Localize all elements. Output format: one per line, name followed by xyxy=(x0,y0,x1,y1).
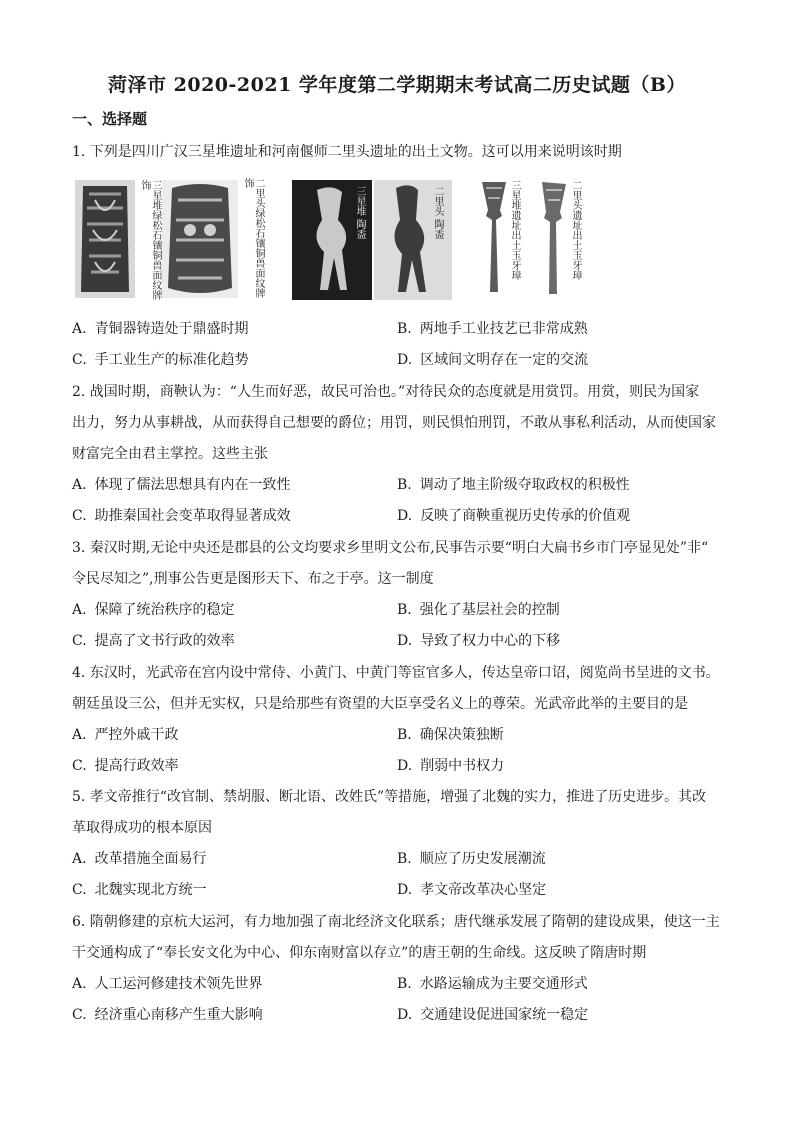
q2-option-b[interactable]: B. 调动了地主阶级夺取政权的积极性 xyxy=(397,477,630,493)
q6-stem-line: 干交通构成了“奉长安文化为中心、仰东南财富以存立”的唐王朝的生命线。这反映了隋唐时期 xyxy=(72,945,647,961)
q5-option-d[interactable]: D. 孝文帝改革决心坚定 xyxy=(397,882,547,898)
caption-5: 三星堆遗址出土玉牙璋 xyxy=(509,180,520,280)
caption-6: 二里头遗址出土玉牙璋 xyxy=(570,180,581,280)
q4-option-b[interactable]: B. 确保决策独断 xyxy=(397,727,504,743)
pottery-image xyxy=(292,180,372,300)
artifact-plaque-image xyxy=(75,180,135,298)
q6-option-c[interactable]: C. 经济重心南移产生重大影响 xyxy=(72,1007,263,1023)
q2-stem-line: 财富完全由君主掌控。这些主张 xyxy=(72,446,268,462)
q2-option-a[interactable]: A. 体现了儒法思想具有内在一致性 xyxy=(72,477,291,493)
q5-option-b[interactable]: B. 顺应了历史发展潮流 xyxy=(397,851,546,867)
q3-stem-line: 令民尽知之”,刑事公告更是图形天下、布之于亭。这一制度 xyxy=(72,571,434,587)
q5-option-a[interactable]: A. 改革措施全面易行 xyxy=(72,851,207,867)
q1-option-b[interactable]: B. 两地手工业技艺已非常成熟 xyxy=(397,321,588,337)
q3-option-c[interactable]: C. 提高了文书行政的效率 xyxy=(72,633,235,649)
q6-stem-line: 6. 隋朝修建的京杭大运河，有力地加强了南北经济文化联系；唐代继承发展了隋朝的建设成果，使这一主 xyxy=(72,914,720,930)
q5-stem-line: 5. 孝文帝推行“改官制、禁胡服、断北语、改姓氏”等措施，增强了北魏的实力，推进了历史进步。其改 xyxy=(72,789,707,805)
q2-option-d[interactable]: D. 反映了商鞅重视历史传承的价值观 xyxy=(397,508,631,524)
q4-option-a[interactable]: A. 严控外戚干政 xyxy=(72,727,179,743)
q1-stem: 1. 下列是四川广汉三星堆遗址和河南偃师二里头遗址的出土文物。这可以用来说明该时期 xyxy=(72,144,622,160)
caption-1: 三星堆绿松石镶铜兽面纹牌饰 xyxy=(139,180,161,300)
q1-option-a[interactable]: A. 青铜器铸造处于鼎盛时期 xyxy=(72,321,249,337)
q2-stem-line: 2. 战国时期，商鞅认为：“人生而好恶，故民可治也。”对待民众的态度就是用赏罚。用赏，则民为国家 xyxy=(72,384,700,400)
caption-3: 三星堆 陶盉 xyxy=(354,186,365,240)
pottery-image xyxy=(374,180,452,300)
jade-zhang-image xyxy=(538,180,568,298)
q1-option-c[interactable]: C. 手工业生产的标准化趋势 xyxy=(72,352,249,368)
q1-option-d[interactable]: D. 区域间文明存在一定的交流 xyxy=(397,352,589,368)
caption-4: 二里头 陶盉 xyxy=(432,186,443,240)
q4-option-c[interactable]: C. 提高行政效率 xyxy=(72,758,179,774)
q3-option-b[interactable]: B. 强化了基层社会的控制 xyxy=(397,602,560,618)
q6-option-d[interactable]: D. 交通建设促进国家统一稳定 xyxy=(397,1007,589,1023)
q1-figures xyxy=(72,178,722,303)
q4-stem-line: 朝廷虽设三公，但并无实权，只是给那些有资望的大臣享受名义上的尊荣。光武帝此举的主要目的是 xyxy=(72,696,688,712)
jade-zhang-image xyxy=(480,180,508,298)
q3-stem-line: 3. 秦汉时期,无论中央还是郡县的公文均要求乡里明文公布,民事告示要“明白大扁书乡市门亭显见处”非“ xyxy=(72,540,709,556)
q2-option-c[interactable]: C. 助推秦国社会变革取得显著成效 xyxy=(72,508,291,524)
q3-option-a[interactable]: A. 保障了统治秩序的稳定 xyxy=(72,602,235,618)
q6-option-a[interactable]: A. 人工运河修建技术领先世界 xyxy=(72,976,263,992)
section-heading: 一、选择题 xyxy=(72,110,148,128)
q3-option-d[interactable]: D. 导致了权力中心的下移 xyxy=(397,633,561,649)
q4-option-d[interactable]: D. 削弱中书权力 xyxy=(397,758,505,774)
page-title: 菏泽市 2020-2021 学年度第二学期期末考试高二历史试题（B） xyxy=(108,74,686,96)
q5-option-c[interactable]: C. 北魏实现北方统一 xyxy=(72,882,207,898)
caption-2: 二里头绿松石镶铜兽面纹牌饰 xyxy=(242,178,264,298)
q4-stem-line: 4. 东汉时，光武帝在宫内设中常侍、小黄门、中黄门等宦官多人，传达皇帝口诏，阅览尚书呈进的文书。 xyxy=(72,665,720,681)
q5-stem-line: 革取得成功的根本原因 xyxy=(72,820,212,836)
artifact-plaque-image xyxy=(162,180,238,298)
q2-stem-line: 出力，努力从事耕战，从而获得自己想要的爵位；用罚，则民惧怕刑罚，不敢从事私利活动，从而使国家 xyxy=(72,415,716,431)
q6-option-b[interactable]: B. 水路运输成为主要交通形式 xyxy=(397,976,588,992)
